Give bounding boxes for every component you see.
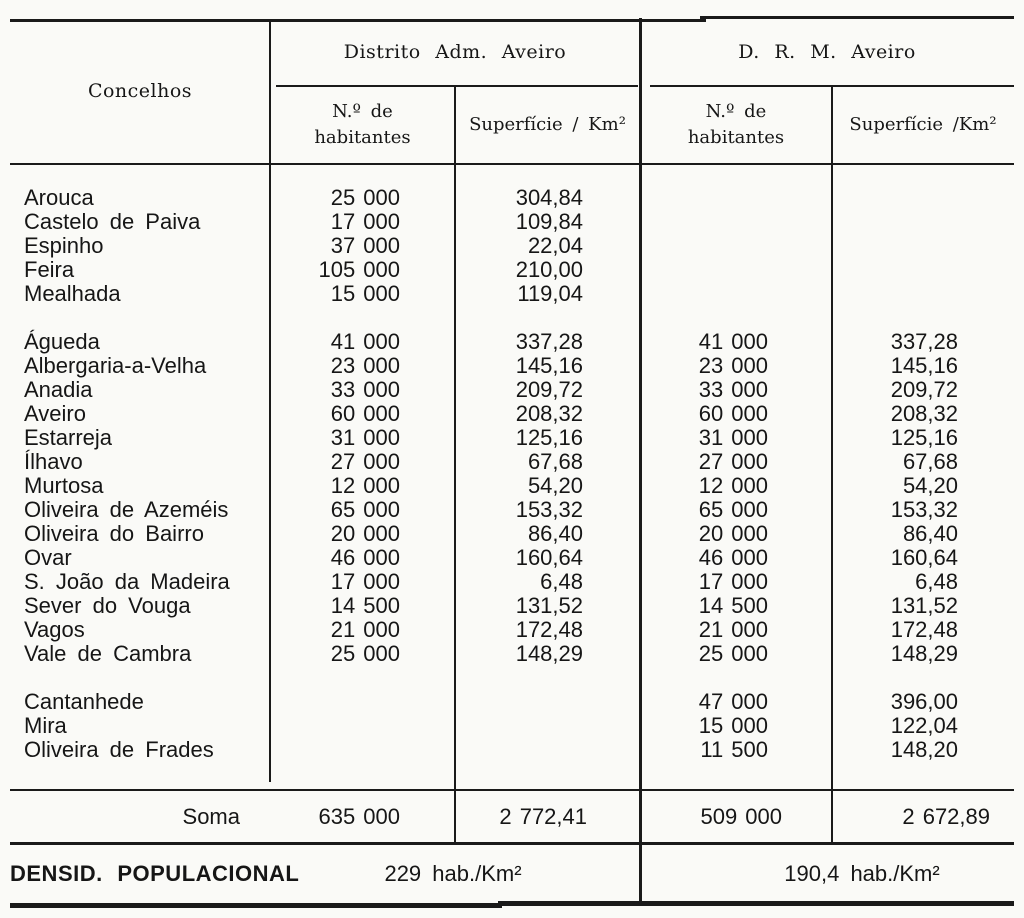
cell-value: 46 000 bbox=[330, 545, 400, 570]
cell-value: 153,32 bbox=[890, 497, 958, 522]
cell-value: 208,32 bbox=[515, 401, 583, 426]
subheader-habitantes-drm bbox=[640, 86, 832, 164]
cell-value: 54,20 bbox=[902, 473, 958, 498]
cell-value: 109,84 bbox=[515, 209, 583, 234]
table-border-bottom-left bbox=[10, 903, 502, 908]
cell-value: 25 000 bbox=[698, 641, 768, 666]
cell-value: 125,16 bbox=[515, 425, 583, 450]
cell-value: 148,20 bbox=[890, 737, 958, 762]
group-header-distrito-adm-aveiro bbox=[270, 18, 640, 86]
subheader-superficie-distrito-label: Superfície / Km² bbox=[469, 114, 626, 135]
concelho-name: Albergaria-a-Velha bbox=[24, 353, 207, 378]
cell-value: 25 000 bbox=[330, 185, 400, 210]
cell-value: 209,72 bbox=[515, 377, 583, 402]
cell-value bbox=[832, 186, 958, 210]
vrule-drm-split bbox=[831, 86, 833, 843]
cell-value: 47 000 bbox=[698, 689, 768, 714]
concelho-name: Cantanhede bbox=[24, 689, 144, 714]
vrule-after-concelhos bbox=[269, 20, 271, 782]
cell-value bbox=[270, 714, 400, 738]
cell-value: 23 000 bbox=[330, 353, 400, 378]
concelho-name: Ovar bbox=[24, 545, 72, 570]
group-header-drm-aveiro bbox=[640, 18, 1014, 86]
subheader-superficie-distrito bbox=[455, 86, 640, 164]
cell-value: 67,68 bbox=[527, 449, 583, 474]
cell-value: 60 000 bbox=[330, 401, 400, 426]
concelho-name: S. João da Madeira bbox=[24, 569, 230, 594]
table-border-bottom-right bbox=[498, 901, 1014, 906]
rule-above-soma bbox=[10, 789, 1014, 791]
column-drm-superficie bbox=[832, 186, 958, 786]
concelho-name: Aveiro bbox=[24, 401, 86, 426]
cell-value bbox=[640, 186, 768, 210]
cell-value: 148,29 bbox=[515, 641, 583, 666]
cell-value bbox=[832, 210, 958, 234]
cell-value: 54,20 bbox=[527, 473, 583, 498]
cell-value: 86,40 bbox=[527, 521, 583, 546]
density-distrito-value: 229 hab./Km² bbox=[384, 861, 522, 886]
cell-value: 21 000 bbox=[330, 617, 400, 642]
column-distrito-superficie bbox=[455, 186, 583, 786]
cell-value: 67,68 bbox=[902, 449, 958, 474]
cell-value: 160,64 bbox=[515, 545, 583, 570]
cell-value: 396,00 bbox=[890, 689, 958, 714]
cell-value: 105 000 bbox=[318, 257, 400, 282]
concelho-name: Estarreja bbox=[24, 425, 113, 450]
concelho-name: Arouca bbox=[24, 185, 94, 210]
cell-value bbox=[640, 210, 768, 234]
cell-value: 119,04 bbox=[517, 281, 583, 306]
table-section bbox=[832, 690, 958, 762]
concelho-name: Oliveira de Azeméis bbox=[24, 497, 229, 522]
column-drm-habitantes bbox=[640, 186, 768, 786]
concelho-name: Feira bbox=[24, 257, 75, 282]
cell-value: 27 000 bbox=[698, 449, 768, 474]
subheader-habitantes-drm-line1: N.º de bbox=[705, 101, 767, 122]
cell-value: 145,16 bbox=[890, 353, 958, 378]
soma-drm-habitantes: 509 000 bbox=[700, 804, 782, 829]
cell-value bbox=[640, 234, 768, 258]
concelho-name: Vale de Cambra bbox=[24, 641, 192, 666]
table-section bbox=[640, 186, 768, 306]
density-drm-value: 190,4 hab./Km² bbox=[784, 861, 940, 886]
cell-value: 65 000 bbox=[698, 497, 768, 522]
cell-value: 41 000 bbox=[698, 329, 768, 354]
subheader-superficie-drm bbox=[832, 86, 1014, 164]
cell-value: 337,28 bbox=[890, 329, 958, 354]
cell-value: 20 000 bbox=[698, 521, 768, 546]
density-label: DENSID. POPULACIONAL bbox=[10, 861, 300, 886]
cell-value: 23 000 bbox=[698, 353, 768, 378]
concelho-name: Mira bbox=[24, 713, 67, 738]
subheader-superficie-drm-label: Superfície /Km² bbox=[849, 114, 997, 135]
cell-value bbox=[270, 738, 400, 762]
column-concelho-names bbox=[24, 186, 270, 786]
cell-value: 14 500 bbox=[330, 593, 400, 618]
vrule-between-groups bbox=[639, 18, 642, 903]
table-section bbox=[24, 330, 270, 666]
subheader-habitantes-distrito bbox=[270, 86, 455, 164]
cell-value: 131,52 bbox=[890, 593, 958, 618]
rule-under-header bbox=[10, 163, 1014, 165]
subheader-habitantes-drm-line2: habitantes bbox=[687, 127, 785, 148]
cell-value: 60 000 bbox=[698, 401, 768, 426]
concelho-name: Oliveira de Frades bbox=[24, 737, 214, 762]
concelho-name: Anadia bbox=[24, 377, 93, 402]
cell-value: 21 000 bbox=[698, 617, 768, 642]
cell-value bbox=[832, 282, 958, 306]
concelho-name: Castelo de Paiva bbox=[24, 209, 201, 234]
cell-value: 11 500 bbox=[700, 737, 768, 762]
column-distrito-habitantes bbox=[270, 186, 400, 786]
cell-value bbox=[270, 690, 400, 714]
cell-value: 6,48 bbox=[915, 569, 958, 594]
cell-value: 41 000 bbox=[330, 329, 400, 354]
cell-value: 304,84 bbox=[515, 185, 583, 210]
cell-value: 31 000 bbox=[698, 425, 768, 450]
cell-value: 210,00 bbox=[515, 257, 583, 282]
cell-value: 65 000 bbox=[330, 497, 400, 522]
table-section bbox=[270, 186, 400, 306]
cell-value: 172,48 bbox=[515, 617, 583, 642]
table-section bbox=[455, 330, 583, 666]
cell-value: 172,48 bbox=[890, 617, 958, 642]
cell-value: 37 000 bbox=[330, 233, 400, 258]
concelho-name: Murtosa bbox=[24, 473, 104, 498]
cell-value bbox=[455, 690, 583, 714]
concelho-name: Sever do Vouga bbox=[24, 593, 191, 618]
cell-value: 17 000 bbox=[330, 569, 400, 594]
cell-value: 122,04 bbox=[890, 713, 958, 738]
concelho-name: Mealhada bbox=[24, 281, 121, 306]
cell-value: 86,40 bbox=[902, 521, 958, 546]
cell-value bbox=[832, 234, 958, 258]
group-header-drm-label: D. R. M. Aveiro bbox=[738, 41, 916, 63]
cell-value: 160,64 bbox=[890, 545, 958, 570]
cell-value: 33 000 bbox=[698, 377, 768, 402]
table-section bbox=[832, 330, 958, 666]
cell-value: 208,32 bbox=[890, 401, 958, 426]
group-header-distrito-label: Distrito Adm. Aveiro bbox=[343, 41, 567, 63]
table-section bbox=[640, 690, 768, 762]
vrule-distrito-split bbox=[454, 86, 456, 843]
table-section bbox=[24, 690, 270, 762]
cell-value: 22,04 bbox=[527, 233, 583, 258]
concelho-name: Vagos bbox=[24, 617, 85, 642]
cell-value: 125,16 bbox=[890, 425, 958, 450]
cell-value: 148,29 bbox=[890, 641, 958, 666]
cell-value bbox=[455, 738, 583, 762]
table-section bbox=[24, 186, 270, 306]
table-section bbox=[455, 186, 583, 306]
table-section bbox=[270, 330, 400, 666]
table-section bbox=[455, 690, 583, 762]
cell-value: 12 000 bbox=[698, 473, 768, 498]
cell-value: 14 500 bbox=[698, 593, 768, 618]
cell-value bbox=[640, 258, 768, 282]
concelho-name: Oliveira do Bairro bbox=[24, 521, 204, 546]
column-header-concelhos-label: Concelhos bbox=[87, 80, 193, 102]
cell-value: 12 000 bbox=[330, 473, 400, 498]
cell-value: 131,52 bbox=[515, 593, 583, 618]
cell-value: 27 000 bbox=[330, 449, 400, 474]
cell-value bbox=[455, 714, 583, 738]
concelho-name: Ílhavo bbox=[24, 449, 83, 474]
column-header-concelhos bbox=[10, 18, 270, 164]
cell-value: 209,72 bbox=[890, 377, 958, 402]
cell-value: 20 000 bbox=[330, 521, 400, 546]
cell-value: 25 000 bbox=[330, 641, 400, 666]
soma-drm-superficie: 2 672,89 bbox=[902, 804, 990, 829]
table-section bbox=[640, 330, 768, 666]
cell-value bbox=[640, 282, 768, 306]
cell-value: 15 000 bbox=[330, 281, 400, 306]
table-section bbox=[270, 690, 400, 762]
rule-below-soma bbox=[10, 842, 1014, 845]
cell-value: 46 000 bbox=[698, 545, 768, 570]
cell-value: 153,32 bbox=[515, 497, 583, 522]
cell-value: 6,48 bbox=[540, 569, 583, 594]
cell-value: 15 000 bbox=[698, 713, 768, 738]
cell-value: 17 000 bbox=[698, 569, 768, 594]
cell-value bbox=[832, 258, 958, 282]
cell-value: 145,16 bbox=[515, 353, 583, 378]
cell-value: 17 000 bbox=[330, 209, 400, 234]
subheader-habitantes-distrito-line2: habitantes bbox=[314, 127, 411, 148]
cell-value: 337,28 bbox=[515, 329, 583, 354]
subheader-habitantes-distrito-line1: N.º de bbox=[332, 101, 393, 122]
table-section bbox=[832, 186, 958, 306]
concelho-name: Águeda bbox=[24, 329, 100, 354]
soma-distrito-habitantes: 635 000 bbox=[318, 804, 400, 829]
cell-value: 31 000 bbox=[330, 425, 400, 450]
soma-distrito-superficie: 2 772,41 bbox=[499, 804, 587, 829]
soma-label: Soma bbox=[182, 804, 240, 829]
cell-value: 33 000 bbox=[330, 377, 400, 402]
concelho-name: Espinho bbox=[24, 233, 104, 258]
